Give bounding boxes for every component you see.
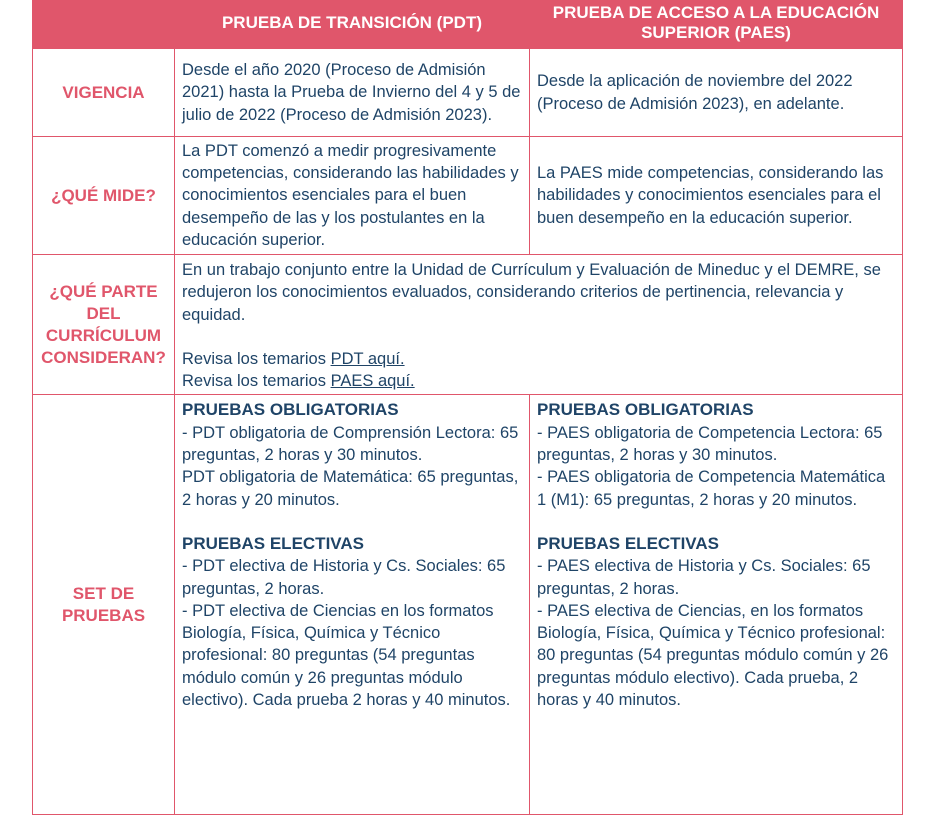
temario-pdt-prefix: Revisa los temarios — [182, 349, 331, 368]
temario-pdt-link[interactable]: PDT aquí. — [330, 349, 405, 368]
header-paes: PRUEBA DE ACCESO A LA EDUCACIÓN SUPERIOR (PAES) — [530, 0, 903, 49]
paes-elect-title: PRUEBAS ELECTIVAS — [537, 533, 719, 553]
que-mide-paes: La PAES mide competencias, considerando las habilidades y conocimientos esenciales para el buen desempeño en la educación superior. — [530, 137, 903, 255]
header-pdt: PRUEBA DE TRANSICIÓN (PDT) — [175, 0, 530, 49]
row-que-mide — [33, 137, 903, 255]
pdt-oblig-1: - PDT obligatoria de Comprensión Lectora: 65 preguntas, 2 horas y 30 minutos. — [182, 423, 519, 465]
pdt-elect-1: - PDT electiva de Historia y Cs. Sociales: 65 preguntas, 2 horas. — [182, 557, 506, 598]
row-label-curriculum: ¿QUÉ PARTE DEL CURRÍCULUM CONSIDERAN? — [33, 255, 175, 395]
temario-paes-line — [182, 370, 895, 392]
curriculum-cell — [175, 255, 903, 395]
row-label-set-pruebas: SET DE PRUEBAS — [33, 395, 175, 815]
header-row — [33, 0, 903, 49]
row-vigencia — [33, 49, 903, 137]
vigencia-pdt: Desde el año 2020 (Proceso de Admisión 2021) hasta la Prueba de Invierno del 4 y 5 de julio de 2022 (Proceso de Admisión 2023). — [175, 49, 530, 137]
temario-pdt-line — [182, 348, 895, 370]
set-paes — [530, 395, 903, 815]
pdt-oblig-title: PRUEBAS OBLIGATORIAS — [182, 400, 399, 420]
comparison-table — [32, 0, 903, 815]
paes-oblig-2: - PAES obligatoria de Competencia Matemática 1 (M1): 65 preguntas, 2 horas y 20 minutos. — [537, 468, 886, 509]
curriculum-text: En un trabajo conjunto entre la Unidad de Currículum y Evaluación de Mineduc y el DEMRE, se redujeron los conocimientos evaluados, considerando criterios de pertinencia, relevancia y equidad. — [182, 261, 881, 324]
temario-paes-link[interactable]: PAES aquí. — [330, 372, 415, 391]
row-label-vigencia: VIGENCIA — [33, 49, 175, 137]
paes-oblig-1: - PAES obligatoria de Competencia Lectora: 65 preguntas, 2 horas y 30 minutos. — [537, 423, 883, 465]
row-set-pruebas — [33, 395, 903, 815]
pdt-elect-title: PRUEBAS ELECTIVAS — [182, 533, 364, 553]
vigencia-paes: Desde la aplicación de noviembre del 2022 (Proceso de Admisión 2023), en adelante. — [530, 49, 903, 137]
pdt-oblig-2: PDT obligatoria de Matemática: 65 preguntas, 2 horas y 20 minutos. — [182, 468, 519, 509]
que-mide-pdt: La PDT comenzó a medir progresivamente competencias, considerando las habilidades y conocimientos esenciales para el buen desempeño de las y los postulantes en la educación superior. — [175, 137, 530, 255]
pdt-elect-2: - PDT electiva de Ciencias en los formatos Biología, Física, Química y Técnico profesional: 80 preguntas (54 preguntas módulo común y 26 preguntas módulo electivo). Cada prueba 2 horas y 40 minutos. — [182, 601, 511, 710]
row-label-que-mide: ¿QUÉ MIDE? — [33, 137, 175, 255]
paes-oblig-title: PRUEBAS OBLIGATORIAS — [537, 400, 754, 420]
temario-paes-prefix: Revisa los temarios — [182, 372, 331, 391]
paes-elect-2: - PAES electiva de Ciencias, en los formatos Biología, Física, Química y Técnico profesional: 80 preguntas (54 preguntas módulo común y 26 preguntas módulo electivo). Cada prueba, 2 horas y 40 minutos. — [537, 601, 889, 710]
set-pdt — [175, 395, 530, 815]
header-blank-cell — [33, 0, 175, 49]
paes-elect-1: - PAES electiva de Historia y Cs. Sociales: 65 preguntas, 2 horas. — [537, 557, 871, 598]
row-curriculum — [33, 255, 903, 395]
